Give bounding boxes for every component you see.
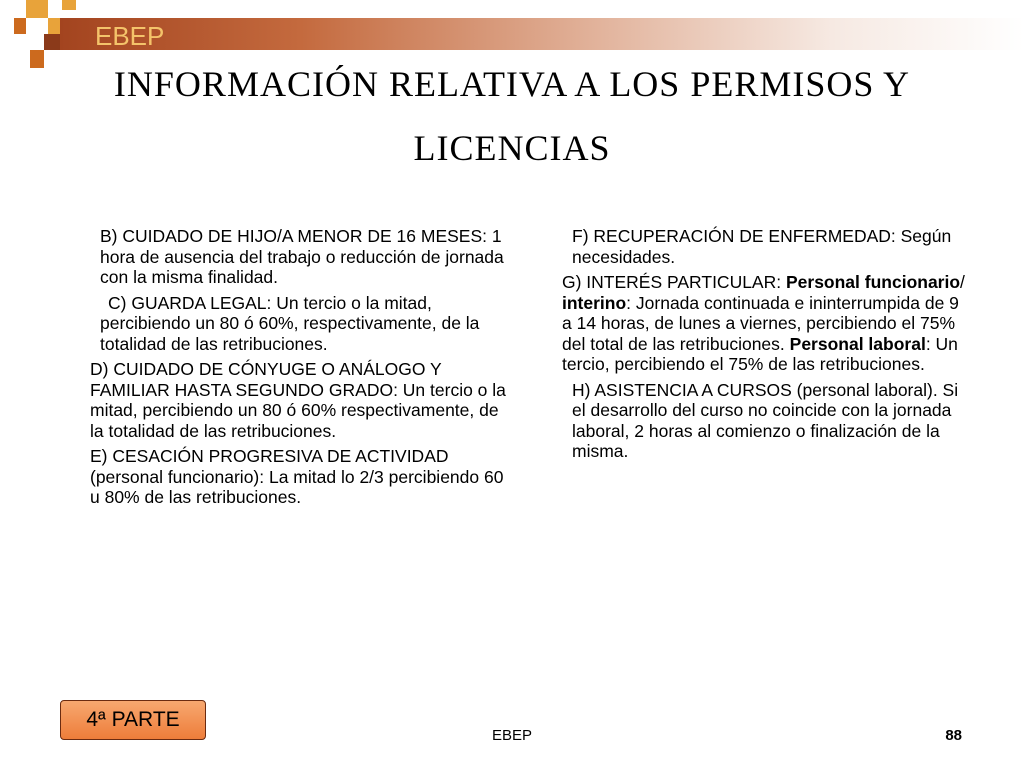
item-g-prefix: G) INTERÉS PARTICULAR: (562, 272, 786, 292)
slide-title-line-1: INFORMACIÓN RELATIVA A LOS PERMISOS Y (113, 64, 911, 104)
item-g-text-2: : Un tercio, percibiendo el 75% de las retribuciones. (562, 333, 958, 374)
logo-square-gold-2 (48, 18, 60, 34)
footer-label: EBEP (491, 727, 533, 744)
left-column (80, 226, 510, 513)
slide-title (60, 52, 964, 180)
item-d: D) CUIDADO DE CÓNYUGE O ANÁLOGO Y FAMILIAR HASTA SEGUNDO GRADO: Un tercio o la mitad, percibiendo un 80 ó 60% respectivamente, de la totalidad de las retribuciones. (90, 359, 506, 441)
right-column (552, 226, 972, 467)
item-g-bold-interino: interino (562, 292, 627, 313)
header-gradient-bar (60, 18, 1024, 50)
item-g-bold-funcionario: Personal funcionario (785, 272, 961, 292)
item-g-bold-laboral: Personal laboral (789, 333, 926, 354)
logo-square-orange-1 (14, 18, 26, 34)
item-g-sep: / (960, 272, 965, 292)
item-f: F) RECUPERACIÓN DE ENFERMEDAD: Según necesidades. (572, 226, 952, 267)
item-h: H) ASISTENCIA A CURSOS (personal laboral). Si el desarrollo del curso no coincide con la jornada laboral, 2 horas al comienzo o finalización de la misma. (572, 379, 959, 461)
item-b: B) CUIDADO DE HIJO/A MENOR DE 16 MESES: 1 hora de ausencia del trabajo o reducción de jornada con la misma finalidad. (100, 226, 504, 287)
logo-square-brown (44, 34, 60, 50)
item-c: C) GUARDA LEGAL: Un tercio o la mitad, percibiendo un 80 ó 60%, respectivamente, de la totalidad de las retribuciones. (100, 292, 480, 354)
page-number: 88 (945, 727, 962, 744)
part-4-button[interactable]: 4ª PARTE (60, 700, 206, 740)
logo-square-orange-2 (30, 50, 44, 68)
item-g-text-1: : Jornada continuada e ininterrumpida de 9 a 14 horas, de lunes a viernes, percibiendo el 75% del total de las retribuciones. (562, 292, 959, 354)
slide-title-line-2: LICENCIAS (413, 128, 611, 168)
logo-square-gold-3 (62, 0, 76, 10)
item-g (542, 272, 972, 375)
brand-label: EBEP (95, 21, 165, 51)
logo-square-gold-1 (26, 0, 48, 18)
item-e: E) CESACIÓN PROGRESIVA DE ACTIVIDAD (personal funcionario): La mitad lo 2/3 percibiendo 60 u 80% de las retribuciones. (90, 446, 504, 507)
